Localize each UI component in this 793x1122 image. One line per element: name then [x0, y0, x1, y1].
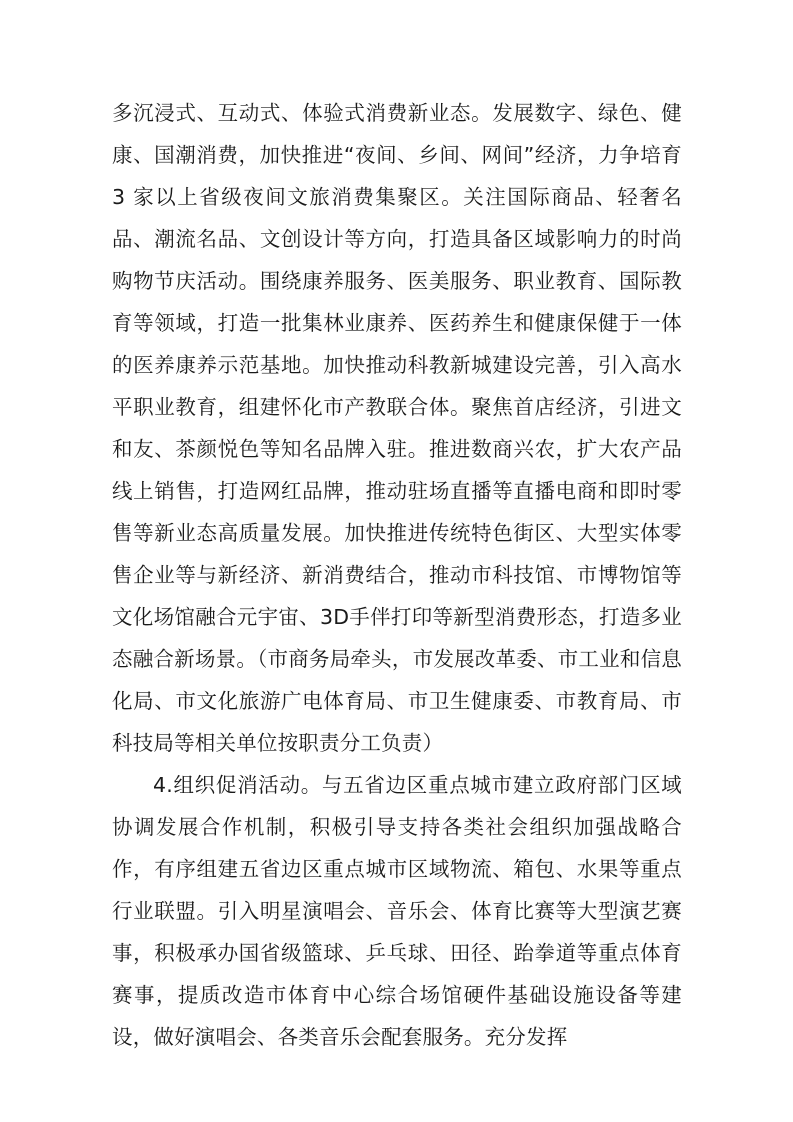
paragraph-item-4: 4.组织促消活动。与五省边区重点城市建立政府部门区域协调发展合作机制，积极引导支持各类社会组织加强战略合作，有序组建五省边区重点城市区域物流、箱包、水果等重点行业联盟。引入明星演唱会、音乐会、体育比赛等大型演艺赛事，积极承办国省级篮球、乒乓球、田径、跆拳道等重点体育赛事，提质改造市体育中心综合场馆硬件基础设施设备等建设，做好演唱会、各类音乐会配套服务。充分发挥	[112, 773, 682, 1049]
paragraph-continuation: 多沉浸式、互动式、体验式消费新业态。发展数字、绿色、健康、国潮消费，加快推进“夜间、乡间、网间”经济，力争培育 3 家以上省级夜间文旅消费集聚区。关注国际商品、轻奢名品、潮流名品、文创设计等方向，打造具备区域影响力的时尚购物节庆活动。围绕康养服务、医美服务、职业教育、国际教育等领域，打造一批集林业康养、医药养生和健康保健于一体的医养康养示范基地。加快推动科教新城建设完善，引入高水平职业教育，组建怀化市产教联合体。聚焦首店经济，引进文和友、茶颜悦色等知名品牌入驻。推进数商兴农，扩大农产品线上销售，打造网红品牌，推动驻场直播等直播电商和即时零售等新业态高质量发展。加快推进传统特色街区、大型实体零售企业等与新经济、新消费结合，推动市科技馆、市博物馆等文化场馆融合元宇宙、3D手伴打印等新型消费形态，打造多业态融合新场景。（市商务局牵头，市发展改革委、市工业和信息化局、市文化旅游广电体育局、市卫生健康委、市教育局、市科技局等相关单位按职责分工负责）	[112, 101, 682, 755]
document-body	[112, 92, 682, 1058]
